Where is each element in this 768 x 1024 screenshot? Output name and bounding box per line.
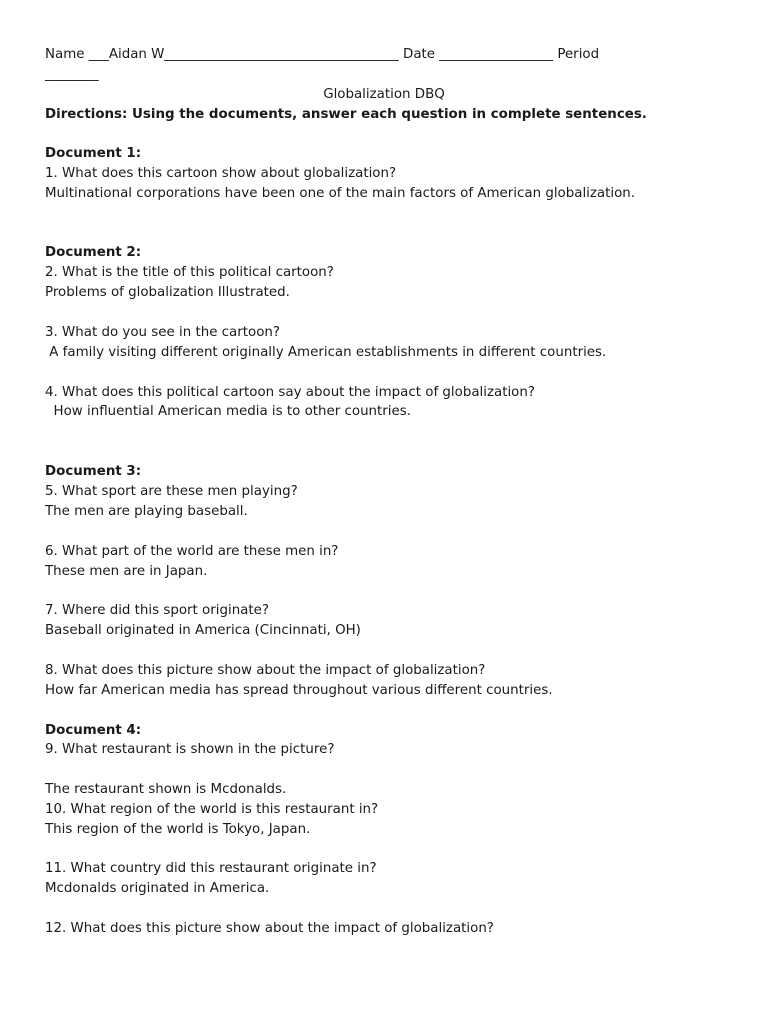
- answer-7: Baseball originated in America (Cincinnati, OH): [45, 623, 361, 638]
- question-11: 11. What country did this restaurant originate in?: [45, 861, 377, 876]
- question-8: 8. What does this picture show about the impact of globalization?: [45, 663, 486, 678]
- question-3: 3. What do you see in the cartoon?: [45, 325, 280, 340]
- answer-11: Mcdonalds originated in America.: [45, 881, 270, 896]
- question-4: 4. What does this political cartoon say about the impact of globalization?: [45, 385, 535, 400]
- directions: Directions: Using the documents, answer each question in complete sentences.: [45, 107, 647, 122]
- question-7: 7. Where did this sport originate?: [45, 603, 269, 618]
- question-1: 1. What does this cartoon show about globalization?: [45, 166, 397, 181]
- question-2: 2. What is the title of this political cartoon?: [45, 265, 334, 280]
- question-10: 10. What region of the world is this restaurant in?: [45, 802, 379, 817]
- period-blank: ________: [45, 67, 99, 82]
- question-6: 6. What part of the world are these men in?: [45, 544, 339, 559]
- question-12: 12. What does this picture show about the impact of globalization?: [45, 921, 494, 936]
- answer-5: The men are playing baseball.: [45, 504, 248, 519]
- document-2-heading: Document 2:: [45, 245, 142, 260]
- question-9: 9. What restaurant is shown in the picture?: [45, 742, 335, 757]
- document-3-heading: Document 3:: [45, 464, 142, 479]
- answer-3: A family visiting different originally American establishments in different countries.: [45, 345, 607, 360]
- answer-9: The restaurant shown is Mcdonalds.: [45, 782, 287, 797]
- document-1-heading: Document 1:: [45, 146, 142, 161]
- answer-2: Problems of globalization Illustrated.: [45, 285, 290, 300]
- question-5: 5. What sport are these men playing?: [45, 484, 298, 499]
- document-4-heading: Document 4:: [45, 723, 142, 738]
- name-date-period-line: Name ___Aidan W___________________________________ Date _________________ Period: [45, 47, 600, 62]
- worksheet-title: Globalization DBQ: [323, 87, 445, 102]
- answer-6: These men are in Japan.: [45, 564, 208, 579]
- answer-10: This region of the world is Tokyo, Japan.: [45, 822, 311, 837]
- answer-1: Multinational corporations have been one of the main factors of American globalization.: [45, 186, 636, 201]
- answer-8: How far American media has spread throughout various different countries.: [45, 683, 553, 698]
- answer-4: How influential American media is to other countries.: [45, 404, 411, 419]
